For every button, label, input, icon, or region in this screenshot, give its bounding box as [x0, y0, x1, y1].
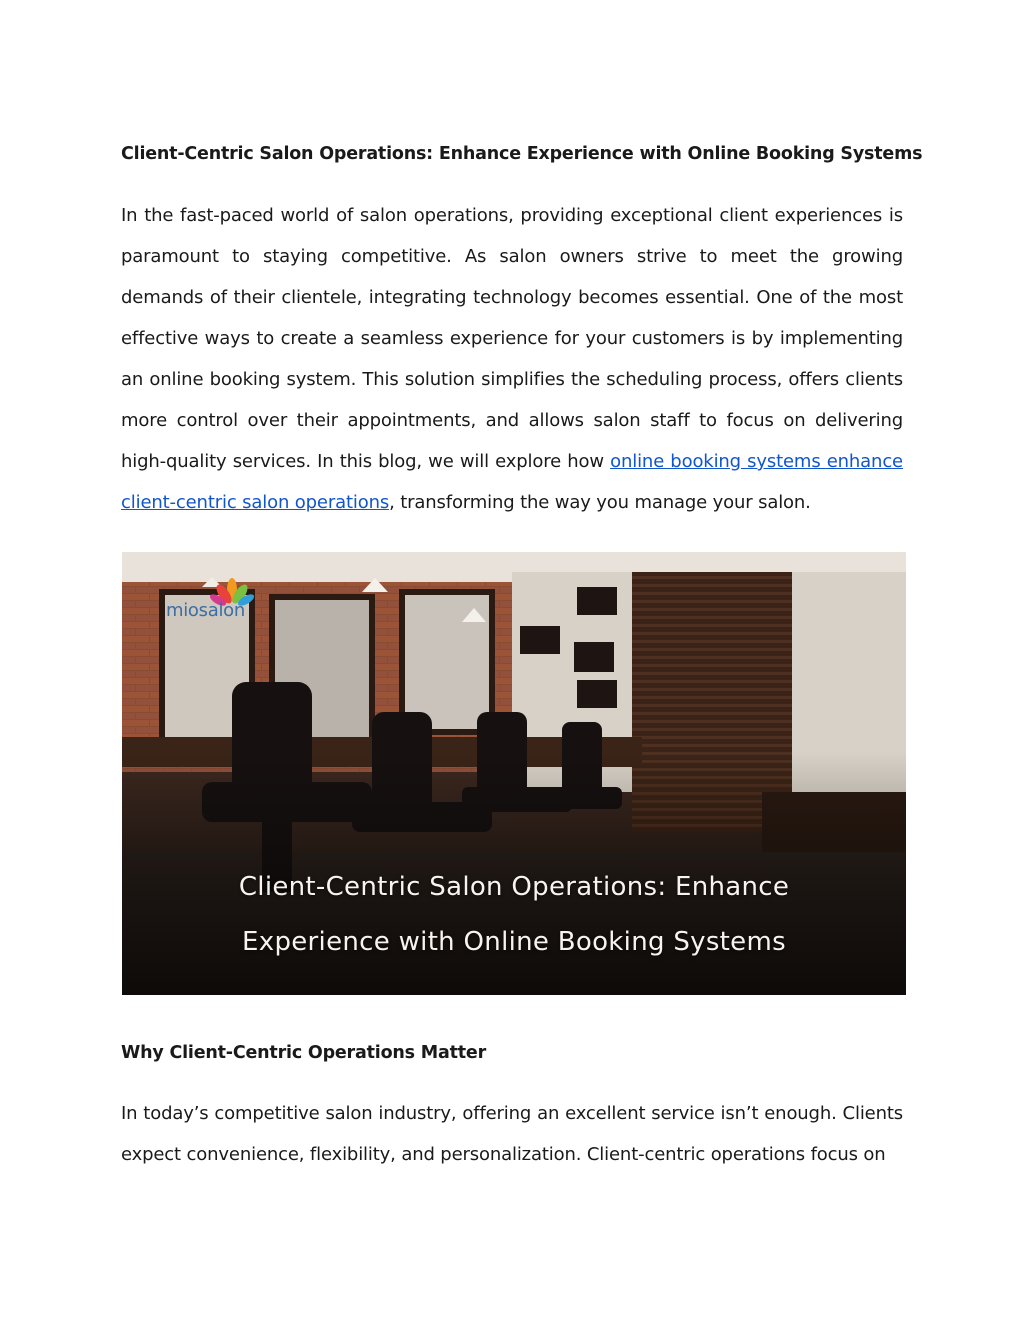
intro-text: In the fast-paced world of salon operations, providing exceptional client experiences is paramount to staying competitive. As salon owners strive to meet the growing demands of their clientele, integrating technology becomes essential. One of the most effective ways to create a seamless experience for your customers is by implementing an online booking system. This solution simplifies the scheduling process, offers clients more control over their appointments, and allows salon staff to focus on delivering high-quality services. In this blog, we will explore how	[121, 205, 903, 472]
hero-caption-line1: Client-Centric Salon Operations: Enhance	[238, 872, 790, 902]
article-title: Client-Centric Salon Operations: Enhance Experience with Online Booking Systems	[121, 144, 923, 164]
logo-text: miosalon	[166, 600, 245, 621]
section-heading: Why Client-Centric Operations Matter	[121, 1043, 487, 1063]
hero-caption-line2: Experience with Online Booking Systems	[242, 927, 786, 957]
hero-image	[122, 552, 906, 995]
booking-systems-link[interactable]: online booking systems enhance client-centric salon operations	[121, 451, 903, 513]
intro-text-end: , transforming the way you manage your salon.	[389, 492, 811, 513]
intro-paragraph	[121, 195, 903, 523]
section-paragraph: In today’s competitive salon industry, offering an excellent service isn’t enough. Clients expect convenience, flexibility, and personalization. Client-centric operations focus on	[121, 1103, 903, 1165]
